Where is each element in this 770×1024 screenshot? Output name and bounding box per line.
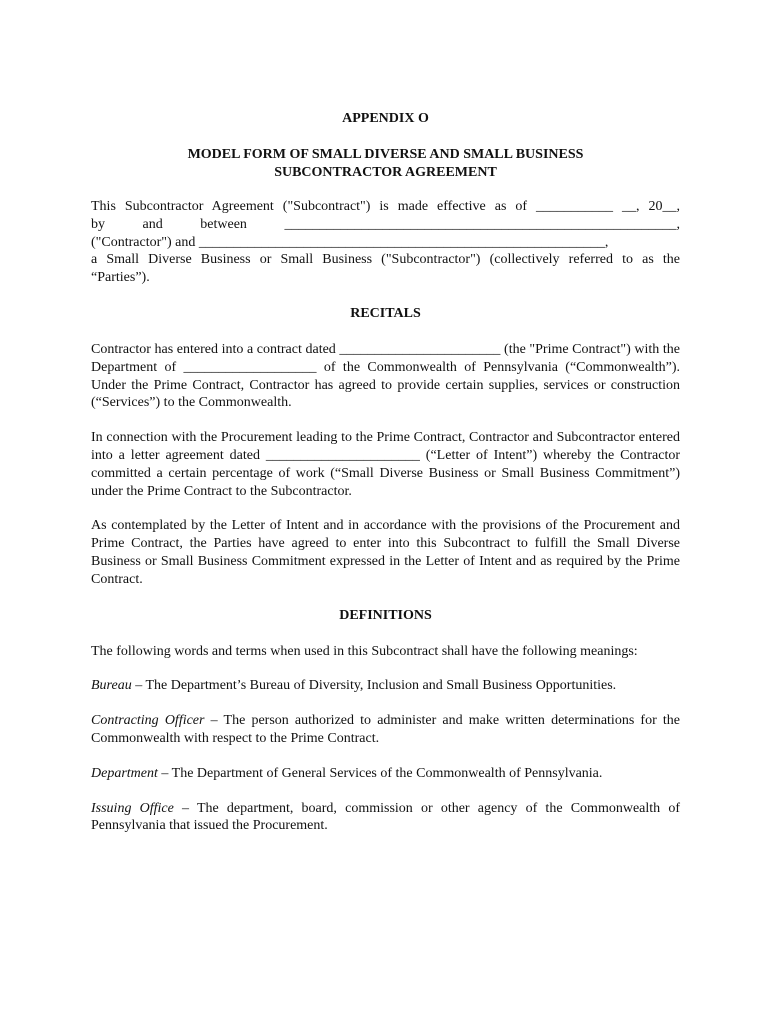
intro-line-2 [91,216,680,234]
intro-line-4: a Small Diverse Business or Small Business ("Subcontractor") (collectively referred to as the [91,252,680,268]
intro-between: between [200,216,247,232]
document-title [91,146,680,182]
definition-term: Bureau [91,678,132,694]
definition-item [91,677,680,695]
appendix-label: APPENDIX O [342,111,429,126]
intro-line-3: ("Contractor") and __________________________________________________________, [91,234,609,250]
definition-term: Contracting Officer [91,713,205,729]
intro-line-1: This Subcontractor Agreement ("Subcontract") is made effective as of ___________ __, 20__, [91,199,680,214]
definition-term: Department [91,765,158,781]
definitions-intro: The following words and terms when used in this Subcontract shall have the following meanings: [91,643,638,659]
recital-paragraph: In connection with the Procurement leading to the Prime Contract, Contractor and Subcontractor entered into a letter agreement dated ______________________ (“Letter of Intent”) whereby the Contractor committed a certain percentage of work (“Small Diverse Business or Small Business Commitment”) under the Prime Contract to the Subcontractor. [91,430,680,499]
title-line-2: SUBCONTRACTOR AGREEMENT [274,165,497,180]
definition-text: – The Department’s Bureau of Diversity, Inclusion and Small Business Opportunities. [131,678,617,694]
intro-paragraph [91,198,680,287]
intro-and: and [142,216,163,232]
recital-paragraph: Contractor has entered into a contract dated _______________________ (the "Prime Contract") with the Department of ___________________ of the Commonwealth of Pennsylvania (“Commonwealth”). Under the Prime Contract, Contractor has agreed to provide certain supplies, services or construction (“Services”) to the Commonwealth. [91,341,680,411]
definition-term: Issuing Office [91,800,174,816]
definition-item [91,712,680,748]
title-line-1: MODEL FORM OF SMALL DIVERSE AND SMALL BUSINESS [187,147,584,162]
intro-by: by [91,216,105,232]
definitions-heading: DEFINITIONS [339,607,432,623]
intro-line-5: “Parties”). [91,270,150,286]
contractor-name-blank: ________________________________________________________, [284,216,680,232]
definition-item [91,765,680,783]
definition-text: – The person authorized to administer and make written determinations for the Commonwealth with respect to the Prime Contract. [91,713,680,746]
recitals-heading: RECITALS [350,305,421,321]
definition-text: – The department, board, commission or other agency of the Commonwealth of Pennsylvania that issued the Procurement. [91,800,680,834]
recital-paragraph: As contemplated by the Letter of Intent and in accordance with the provisions of the Procurement and Prime Contract, the Parties have agreed to enter into this Subcontract to fulfill the Small Diverse Business or Small Business Commitment expressed in the Letter of Intent and as required by the Prime Contract. [91,518,680,587]
definition-item [91,800,680,836]
definition-text: – The Department of General Services of the Commonwealth of Pennsylvania. [157,765,603,781]
